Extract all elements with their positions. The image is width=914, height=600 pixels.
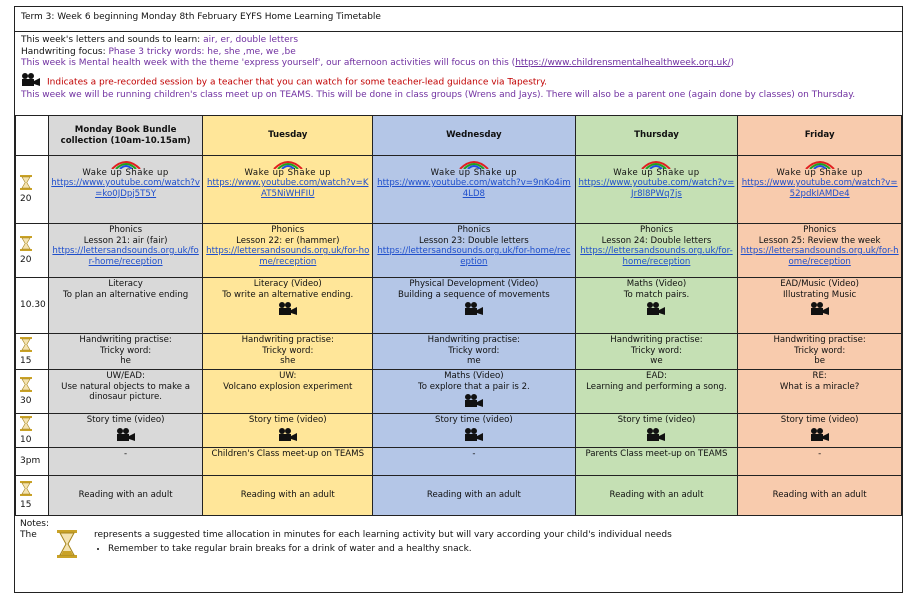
activity-thursday: EAD: Learning and performing a song.: [575, 370, 738, 414]
camera-note: Indicates a pre-recorded session by a teacher that you can watch for some teacher-lead guidance via Tapestry.: [47, 77, 548, 88]
mental-health-link[interactable]: https://www.childrensmentalhealthweek.org.uk/: [515, 58, 731, 69]
phonics-friday: Phonics Lesson 25: Review the week https://lettersandsounds.org.uk/for-home/reception: [738, 224, 902, 278]
notes-list: [20, 544, 897, 555]
timetable-sheet: [14, 6, 903, 593]
activity-monday: UW/EAD: Use natural objects to make a dinosaur picture.: [48, 370, 203, 414]
time-cell: 20: [16, 156, 49, 224]
activity-friday: RE: What is a miracle?: [738, 370, 902, 414]
handwriting-wednesday: Handwriting practise: Tricky word: me: [373, 334, 576, 370]
handwriting-tuesday: Handwriting practise: Tricky word: she: [203, 334, 373, 370]
wake-up-row: [16, 156, 902, 224]
hourglass-icon: [20, 416, 46, 435]
hourglass-icon: [20, 481, 46, 500]
phonics-link[interactable]: https://lettersandsounds.org.uk/for-home/reception: [580, 246, 733, 267]
header-friday: Friday: [738, 116, 902, 156]
header-time-cell: [16, 116, 49, 156]
meetup-thursday: Parents Class meet-up on TEAMS: [575, 448, 738, 476]
activity-wednesday: Maths (Video) To explore that a pair is 2.: [373, 370, 576, 414]
notes-section: [15, 517, 902, 593]
hourglass-icon: [20, 175, 46, 194]
notes-label: Notes:: [20, 519, 50, 529]
lesson-thursday: Maths (Video) To match pairs.: [575, 278, 738, 334]
reading-monday: Reading with an adult: [48, 476, 203, 516]
youtube-link-wednesday[interactable]: https://www.youtube.com/watch?v=9nKo4im4LD8: [377, 178, 571, 199]
lesson-friday: EAD/Music (Video) Illustrating Music: [738, 278, 902, 334]
story-monday: Story time (video): [48, 414, 203, 448]
page-title: Term 3: Week 6 beginning Monday 8th February EYFS Home Learning Timetable: [15, 7, 902, 32]
header-wednesday: Wednesday: [373, 116, 576, 156]
time-cell: 20: [16, 224, 49, 278]
time-cell: 10.30: [16, 278, 49, 334]
time-cell: 30: [16, 370, 49, 414]
phonics-thursday: Phonics Lesson 24: Double letters https://lettersandsounds.org.uk/for-home/reception: [575, 224, 738, 278]
teams-note: This week we will be running children's class meet up on TEAMS. This will be done in class groups (Wrens and Jays). There will also be a parent one (again done by classes) on Thursday.: [21, 90, 856, 101]
hourglass-icon: [20, 377, 46, 396]
wake-up-logo: Wake up Shake up: [578, 159, 736, 178]
youtube-link-friday[interactable]: https://www.youtube.com/watch?v=52pdkIAMDe4: [741, 178, 898, 199]
phonics-monday: Phonics Lesson 21: air (fair) https://lettersandsounds.org.uk/for-home/reception: [48, 224, 203, 278]
lesson-wednesday: Physical Development (Video) Building a sequence of movements: [373, 278, 576, 334]
reading-row: [16, 476, 902, 516]
camera-icon: [51, 428, 201, 445]
wake-up-monday: [48, 156, 203, 224]
handwriting-monday: Handwriting practise: Tricky word: he: [48, 334, 203, 370]
story-wednesday: Story time (video): [373, 414, 576, 448]
camera-icon: [21, 73, 41, 91]
header-monday: Monday Book Bundle collection (10am-10.15am): [48, 116, 203, 156]
reading-friday: Reading with an adult: [738, 476, 902, 516]
mental-health-text: This week is Mental health week with the theme 'express yourself', our afternoon activities will focus on this (: [21, 58, 516, 69]
phonics-link[interactable]: https://lettersandsounds.org.uk/for-home/reception: [740, 246, 899, 267]
phonics-wednesday: Phonics Lesson 23: Double letters https://lettersandsounds.org.uk/for-home/reception: [373, 224, 576, 278]
wake-up-friday: [738, 156, 902, 224]
story-row: [16, 414, 902, 448]
meetup-monday: -: [48, 448, 203, 476]
story-tuesday: Story time (video): [203, 414, 373, 448]
handwriting-label: Handwriting focus:: [21, 46, 106, 57]
time-cell: 3pm: [16, 448, 49, 476]
hourglass-text: represents a suggested time allocation in minutes for each learning activity but will vary according your child's individual needs: [94, 530, 672, 540]
header-thursday: Thursday: [575, 116, 738, 156]
youtube-link-monday[interactable]: https://www.youtube.com/watch?v=ko0JDpj5T5Y: [51, 178, 200, 199]
camera-icon: [578, 302, 736, 319]
camera-icon: [375, 428, 573, 445]
time-cell: 15: [16, 334, 49, 370]
handwriting-value: Phase 3 tricky words: he, she ,me, we ,be: [108, 46, 296, 57]
reading-wednesday: Reading with an adult: [373, 476, 576, 516]
meetup-friday: -: [738, 448, 902, 476]
reading-thursday: Reading with an adult: [575, 476, 738, 516]
lesson-tuesday: Literacy (Video) To write an alternative ending.: [203, 278, 373, 334]
letters-label: This week's letters and sounds to learn:: [21, 35, 201, 45]
reading-tuesday: Reading with an adult: [203, 476, 373, 516]
wake-up-logo: Wake up Shake up: [375, 159, 573, 178]
camera-icon: [375, 302, 573, 319]
phonics-link[interactable]: https://lettersandsounds.org.uk/for-home/reception: [52, 246, 199, 267]
handwriting-row: [16, 334, 902, 370]
hourglass-icon: [56, 530, 78, 562]
camera-icon: [740, 428, 899, 445]
notes-the: The: [20, 530, 37, 540]
handwriting-friday: Handwriting practise: Tricky word: be: [738, 334, 902, 370]
activity-tuesday: UW: Volcano explosion experiment: [203, 370, 373, 414]
phonics-link[interactable]: https://lettersandsounds.org.uk/for-home/reception: [206, 246, 370, 267]
activity-row: [16, 370, 902, 414]
header-tuesday: Tuesday: [203, 116, 373, 156]
info-block: [15, 32, 902, 116]
header-row: [16, 116, 902, 156]
list-item: • Remember to take regular brain breaks for a drink of water and a healthy snack.: [108, 544, 897, 555]
phonics-link[interactable]: https://lettersandsounds.org.uk/for-home/reception: [377, 246, 571, 267]
wake-up-thursday: [575, 156, 738, 224]
wake-up-wednesday: [373, 156, 576, 224]
camera-icon: [578, 428, 736, 445]
meetup-wednesday: -: [373, 448, 576, 476]
story-friday: Story time (video): [738, 414, 902, 448]
hourglass-icon: [20, 236, 46, 255]
time-cell: 10: [16, 414, 49, 448]
lesson-monday: Literacy To plan an alternative ending: [48, 278, 203, 334]
lesson-row: [16, 278, 902, 334]
camera-icon: [375, 394, 573, 411]
meetup-row: [16, 448, 902, 476]
mental-health-close: ): [730, 58, 734, 69]
handwriting-thursday: Handwriting practise: Tricky word: we: [575, 334, 738, 370]
youtube-link-thursday[interactable]: https://www.youtube.com/watch?v=Jr8l8PWq7js: [578, 178, 735, 199]
camera-icon: [205, 302, 370, 319]
timetable: [15, 115, 902, 516]
story-thursday: Story time (video): [575, 414, 738, 448]
phonics-tuesday: Phonics Lesson 22: er (hammer) https://lettersandsounds.org.uk/for-home/reception: [203, 224, 373, 278]
time-cell: 15: [16, 476, 49, 516]
wake-up-logo: Wake up Shake up: [205, 159, 370, 178]
camera-icon: [740, 302, 899, 319]
meetup-tuesday: Children's Class meet-up on TEAMS: [203, 448, 373, 476]
hourglass-icon: [20, 337, 46, 356]
camera-icon: [205, 428, 370, 445]
letters-value: air, er, double letters: [203, 35, 299, 45]
wake-up-tuesday: [203, 156, 373, 224]
wake-up-logo: Wake up Shake up: [740, 159, 899, 178]
youtube-link-tuesday[interactable]: https://www.youtube.com/watch?v=KAT5NiWHFIU: [207, 178, 369, 199]
wake-up-logo: Wake up Shake up: [51, 159, 201, 178]
phonics-row: [16, 224, 902, 278]
